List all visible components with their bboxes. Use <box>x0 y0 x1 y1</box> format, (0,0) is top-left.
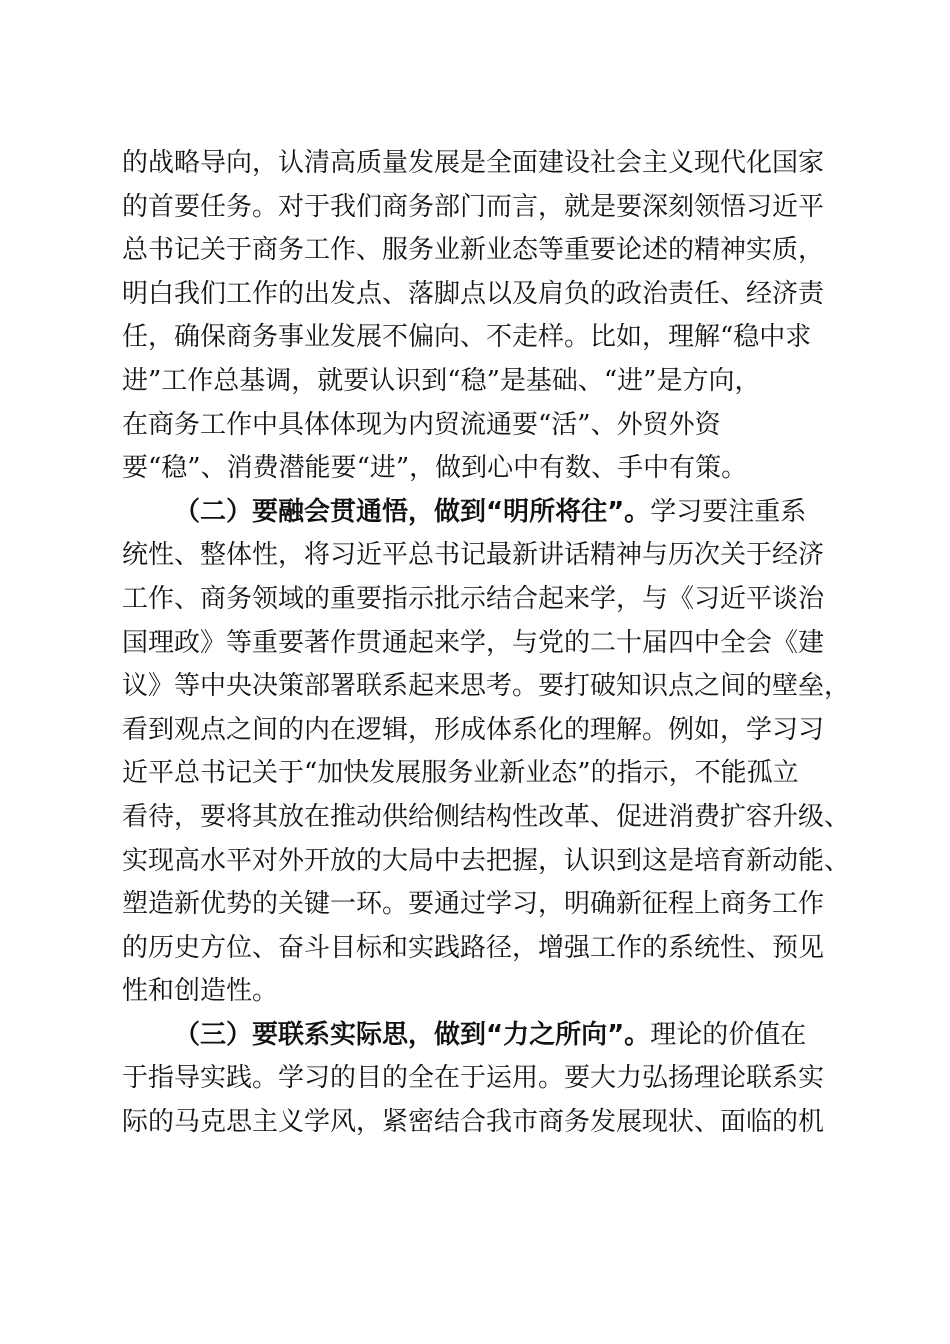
text-line: 在商务工作中具体体现为内贸流通要“活”、外贸外资 <box>122 409 721 440</box>
section-2-paragraph <box>122 491 851 1014</box>
text-line: 议》等中央决策部署联系起来思考。要打破知识点之间的壁垒， <box>122 671 851 702</box>
section-3-first-line-text: 理论的价值在 <box>650 1019 807 1050</box>
text-line: 的历史方位、奋斗目标和实践路径，增强工作的系统性、预见 <box>122 932 825 963</box>
text-line: 的首要任务。对于我们商务部门而言，就是要深刻领悟习近平 <box>122 191 825 222</box>
section-3-heading: （三）要联系实际思，做到“力之所向”。 <box>174 1019 651 1050</box>
text-line: 进”工作总基调，就要认识到“稳”是基础、“进”是方向， <box>122 365 761 396</box>
section-3-paragraph <box>122 1014 832 1145</box>
text-line: 于指导实践。学习的目的全在于运用。要大力弘扬理论联系实 <box>122 1063 825 1094</box>
section-2-first-line-text: 学习要注重系 <box>650 496 807 527</box>
text-line: 明白我们工作的出发点、落脚点以及肩负的政治责任、经济责 <box>122 278 825 309</box>
text-line: 工作、商务领域的重要指示批示结合起来学，与《习近平谈治 <box>122 583 825 614</box>
paragraph-1 <box>122 142 832 491</box>
text-line: 总书记关于商务工作、服务业新业态等重要论述的精神实质， <box>122 235 825 266</box>
section-2-first-line <box>122 491 832 535</box>
text-line: 看待，要将其放在推动供给侧结构性改革、促进消费扩容升级、 <box>122 801 851 832</box>
document-body <box>122 142 851 1145</box>
text-line: 看到观点之间的内在逻辑，形成体系化的理解。例如，学习习 <box>122 714 825 745</box>
text-line: 要“稳”、消费潜能要“进”，做到心中有数、手中有策。 <box>122 453 748 484</box>
text-line: 塑造新优势的关键一环。要通过学习，明确新征程上商务工作 <box>122 889 825 920</box>
text-line: 国理政》等重要著作贯通起来学，与党的二十届四中全会《建 <box>122 627 825 658</box>
text-line: 的战略导向，认清高质量发展是全面建设社会主义现代化国家 <box>122 148 825 178</box>
section-2-heading: （二）要融会贯通悟，做到“明所将往”。 <box>174 496 651 527</box>
text-line: 任，确保商务事业发展不偏向、不走样。比如，理解“稳中求 <box>122 322 812 353</box>
text-line: 际的马克思主义学风，紧密结合我市商务发展现状、面临的机 <box>122 1107 825 1138</box>
text-line: 性和创造性。 <box>122 976 279 1007</box>
text-line: 实现高水平对外开放的大局中去把握，认识到这是培育新动能、 <box>122 845 851 876</box>
section-3-first-line <box>122 1014 832 1058</box>
text-line: 近平总书记关于“加快发展服务业新业态”的指示，不能孤立 <box>122 758 799 789</box>
text-line: 统性、整体性，将习近平总书记最新讲话精神与历次关于经济 <box>122 540 825 571</box>
